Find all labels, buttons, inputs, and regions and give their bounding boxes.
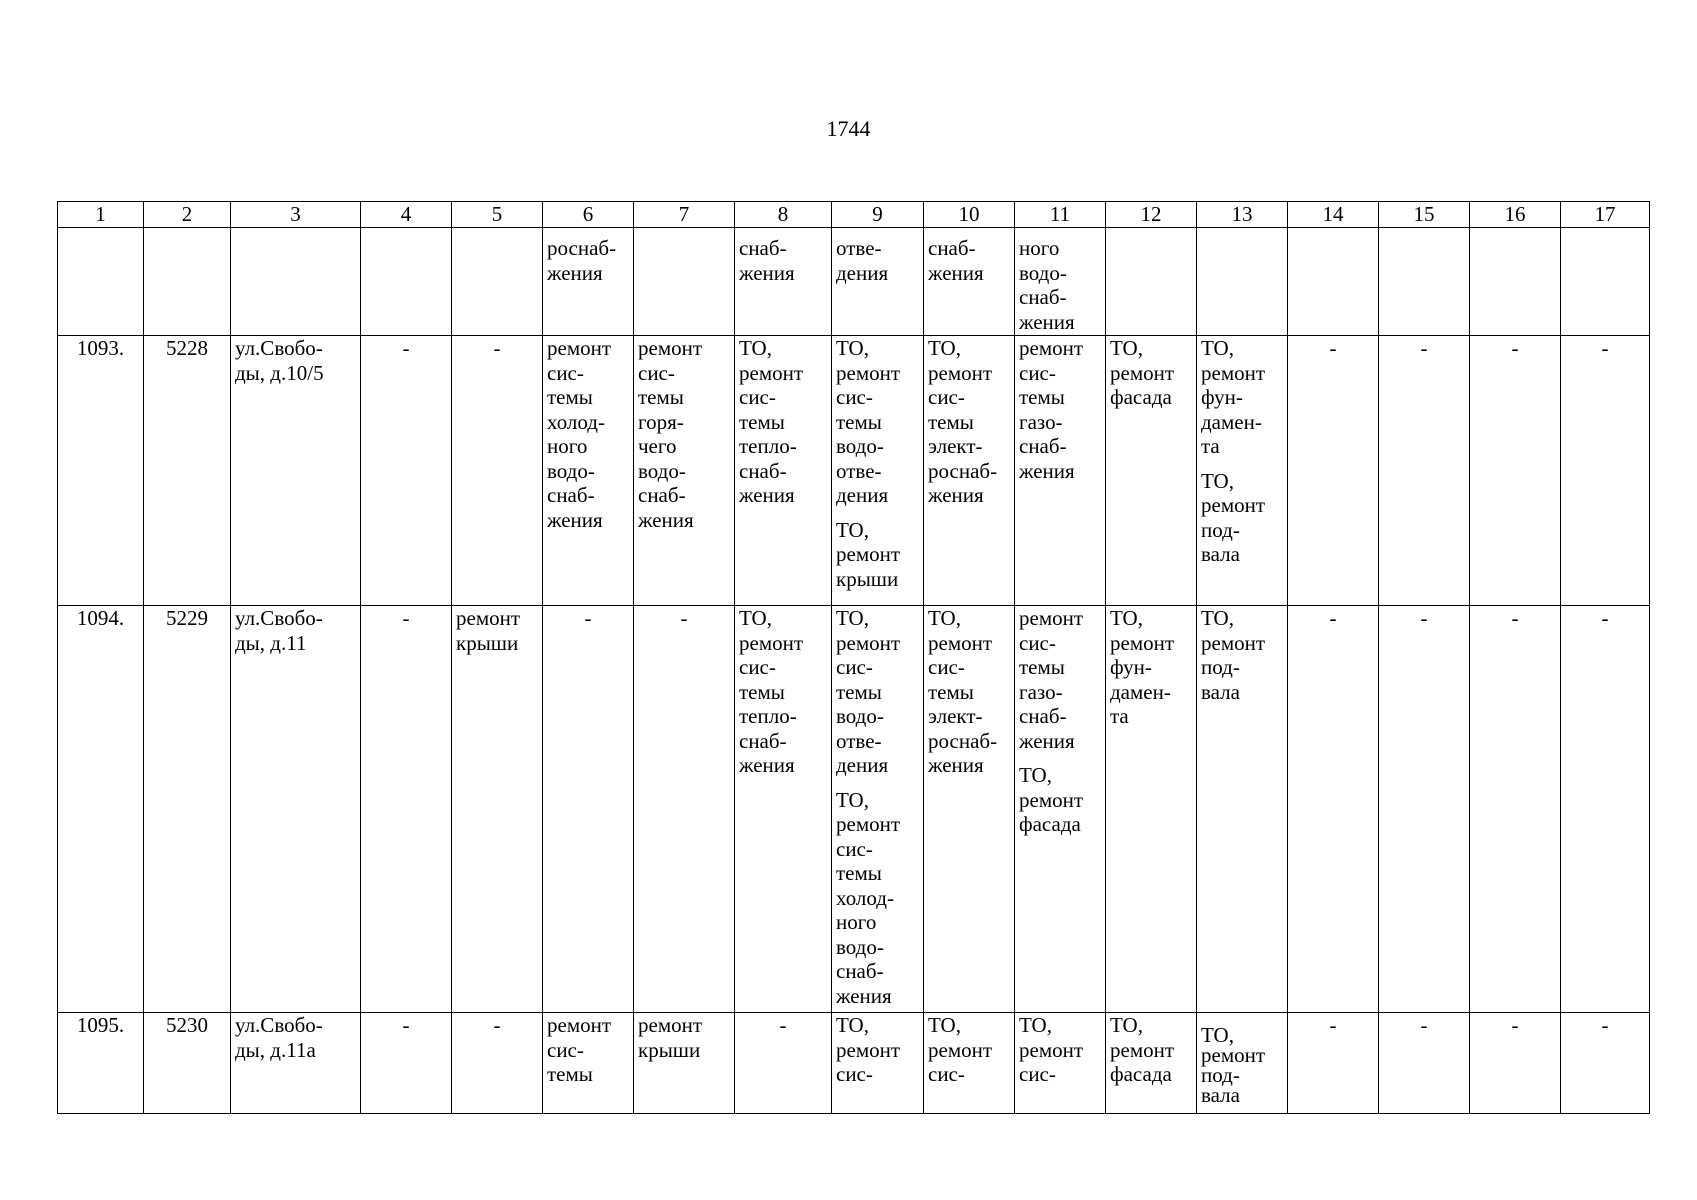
column-number: 9 bbox=[832, 202, 924, 228]
table-cell: - bbox=[1379, 336, 1470, 606]
column-number: 15 bbox=[1379, 202, 1470, 228]
cell-text: ТО, ремонт под- вала bbox=[1201, 1023, 1266, 1107]
building-code: 5228 bbox=[144, 336, 231, 606]
column-number: 3 bbox=[231, 202, 361, 228]
table-cell bbox=[1015, 606, 1106, 1013]
cell-text: роснаб- жения bbox=[547, 236, 617, 285]
table-cell bbox=[832, 336, 924, 606]
table-cell: - bbox=[1379, 606, 1470, 1013]
table-cell: - bbox=[1561, 606, 1650, 1013]
column-number: 1 bbox=[58, 202, 144, 228]
table-cell bbox=[1197, 336, 1288, 606]
table-cell: - bbox=[361, 606, 452, 1013]
cell-text: ТО, ремонт фун- дамен- та bbox=[1201, 336, 1266, 458]
table-cell bbox=[1470, 228, 1561, 336]
column-number-row bbox=[58, 202, 1650, 228]
table-cell bbox=[1106, 1013, 1197, 1114]
table-cell bbox=[1197, 1013, 1288, 1114]
table-cell bbox=[924, 336, 1015, 606]
cell-text: ТО, ремонт сис- темы водо- отве- дения bbox=[836, 336, 901, 507]
address-cell bbox=[231, 1013, 361, 1114]
table-cell: - bbox=[1561, 336, 1650, 606]
cell-text: ТО, ремонт сис- bbox=[836, 1013, 901, 1086]
table-cell bbox=[231, 228, 361, 336]
table-cell bbox=[1379, 228, 1470, 336]
table-cell: - bbox=[452, 1013, 543, 1114]
table-cell bbox=[58, 228, 144, 336]
cell-text: ТО, ремонт крыши bbox=[836, 517, 901, 591]
table-cell: - bbox=[1470, 1013, 1561, 1114]
cell-text: отве- дения bbox=[836, 236, 889, 285]
table-cell bbox=[735, 228, 832, 336]
table-cell bbox=[452, 228, 543, 336]
cell-text: ремонт сис- темы холод- ного водо- снаб- жения bbox=[547, 336, 612, 532]
table-cell bbox=[1015, 228, 1106, 336]
table-cell bbox=[1288, 228, 1379, 336]
table-cell bbox=[452, 606, 543, 1013]
cell-text: ремонт сис- темы газо- снаб- жения bbox=[1019, 606, 1084, 753]
page-number: 1744 bbox=[826, 116, 871, 141]
table-cell bbox=[144, 228, 231, 336]
cell-text: ТО, ремонт сис- темы тепло- снаб- жения bbox=[739, 606, 804, 777]
cell-text: ТО, ремонт сис- темы элект- роснаб- жения bbox=[928, 336, 998, 507]
table-cell: - bbox=[452, 336, 543, 606]
table-cell bbox=[1015, 1013, 1106, 1114]
table-cell: - bbox=[1470, 606, 1561, 1013]
cell-text: ТО, ремонт фун- дамен- та bbox=[1110, 606, 1175, 728]
continuation-row bbox=[58, 228, 1650, 336]
cell-text: ремонт сис- темы bbox=[547, 1013, 612, 1086]
column-number: 13 bbox=[1197, 202, 1288, 228]
table-cell: - bbox=[1470, 336, 1561, 606]
building-code: 5230 bbox=[144, 1013, 231, 1114]
column-number: 17 bbox=[1561, 202, 1650, 228]
table-cell bbox=[924, 1013, 1015, 1114]
cell-text: ТО, ремонт сис- темы водо- отве- дения bbox=[836, 606, 901, 777]
cell-text: ТО, ремонт фасада bbox=[1110, 1013, 1175, 1086]
building-code: 5229 bbox=[144, 606, 231, 1013]
cell-text: ТО, ремонт фасада bbox=[1019, 763, 1084, 836]
cell-text: ремонт крыши bbox=[456, 606, 521, 655]
cell-text: ТО, ремонт сис- темы элект- роснаб- жения bbox=[928, 606, 998, 777]
cell-text: ремонт сис- темы горя- чего водо- снаб- жения bbox=[638, 336, 703, 532]
table-cell: - bbox=[361, 336, 452, 606]
table-cell bbox=[634, 228, 735, 336]
table-cell bbox=[361, 228, 452, 336]
cell-text: ТО, ремонт сис- темы тепло- снаб- жения bbox=[739, 336, 804, 507]
table-cell: - bbox=[634, 606, 735, 1013]
table-cell bbox=[543, 336, 634, 606]
table-cell bbox=[543, 1013, 634, 1114]
cell-text: ТО, ремонт сис- темы холод- ного водо- снаб- жения bbox=[836, 787, 901, 1008]
table-cell bbox=[924, 228, 1015, 336]
table-cell bbox=[832, 1013, 924, 1114]
address-text: ул.Свобо- ды, д.11а bbox=[235, 1013, 323, 1062]
table-cell bbox=[735, 606, 832, 1013]
column-number: 4 bbox=[361, 202, 452, 228]
column-number: 8 bbox=[735, 202, 832, 228]
address-cell bbox=[231, 336, 361, 606]
table-cell bbox=[832, 228, 924, 336]
address-text: ул.Свобо- ды, д.10/5 bbox=[235, 336, 324, 385]
column-number: 16 bbox=[1470, 202, 1561, 228]
column-number: 7 bbox=[634, 202, 735, 228]
cell-text: ТО, ремонт под- вала bbox=[1201, 468, 1266, 566]
table-cell: - bbox=[1379, 1013, 1470, 1114]
table-row bbox=[58, 336, 1650, 606]
column-number: 10 bbox=[924, 202, 1015, 228]
row-number: 1095. bbox=[58, 1013, 144, 1114]
table-cell bbox=[1561, 228, 1650, 336]
table-cell bbox=[543, 228, 634, 336]
cell-text: ремонт крыши bbox=[638, 1013, 703, 1062]
address-cell bbox=[231, 606, 361, 1013]
table-cell bbox=[634, 1013, 735, 1114]
table-cell: - bbox=[1288, 1013, 1379, 1114]
table-cell bbox=[1106, 228, 1197, 336]
table-cell: - bbox=[361, 1013, 452, 1114]
repair-schedule-table bbox=[57, 201, 1650, 1114]
cell-text: снаб- жения bbox=[928, 236, 984, 285]
column-number: 11 bbox=[1015, 202, 1106, 228]
table-cell: - bbox=[735, 1013, 832, 1114]
column-number: 14 bbox=[1288, 202, 1379, 228]
cell-text: снаб- жения bbox=[739, 236, 795, 285]
table-cell bbox=[1197, 606, 1288, 1013]
column-number: 5 bbox=[452, 202, 543, 228]
table-cell bbox=[1197, 228, 1288, 336]
cell-text: ТО, ремонт сис- bbox=[928, 1013, 993, 1086]
cell-text: ТО, ремонт фасада bbox=[1110, 336, 1175, 409]
cell-text: ТО, ремонт под- вала bbox=[1201, 606, 1266, 704]
cell-text: ТО, ремонт сис- bbox=[1019, 1013, 1084, 1086]
column-number: 2 bbox=[144, 202, 231, 228]
table-cell bbox=[634, 336, 735, 606]
table-cell bbox=[832, 606, 924, 1013]
table-cell bbox=[1106, 606, 1197, 1013]
table-cell: - bbox=[1561, 1013, 1650, 1114]
row-number: 1094. bbox=[58, 606, 144, 1013]
table-cell: - bbox=[1288, 606, 1379, 1013]
table-row bbox=[58, 1013, 1650, 1114]
table-cell bbox=[735, 336, 832, 606]
column-number: 12 bbox=[1106, 202, 1197, 228]
table-row bbox=[58, 606, 1650, 1013]
table-cell bbox=[1106, 336, 1197, 606]
table-cell: - bbox=[543, 606, 634, 1013]
address-text: ул.Свобо- ды, д.11 bbox=[235, 606, 323, 655]
table-cell bbox=[1015, 336, 1106, 606]
table-cell: - bbox=[1288, 336, 1379, 606]
cell-text: ремонт сис- темы газо- снаб- жения bbox=[1019, 336, 1084, 483]
table-cell bbox=[924, 606, 1015, 1013]
row-number: 1093. bbox=[58, 336, 144, 606]
column-number: 6 bbox=[543, 202, 634, 228]
cell-text: ного водо- снаб- жения bbox=[1019, 236, 1075, 334]
